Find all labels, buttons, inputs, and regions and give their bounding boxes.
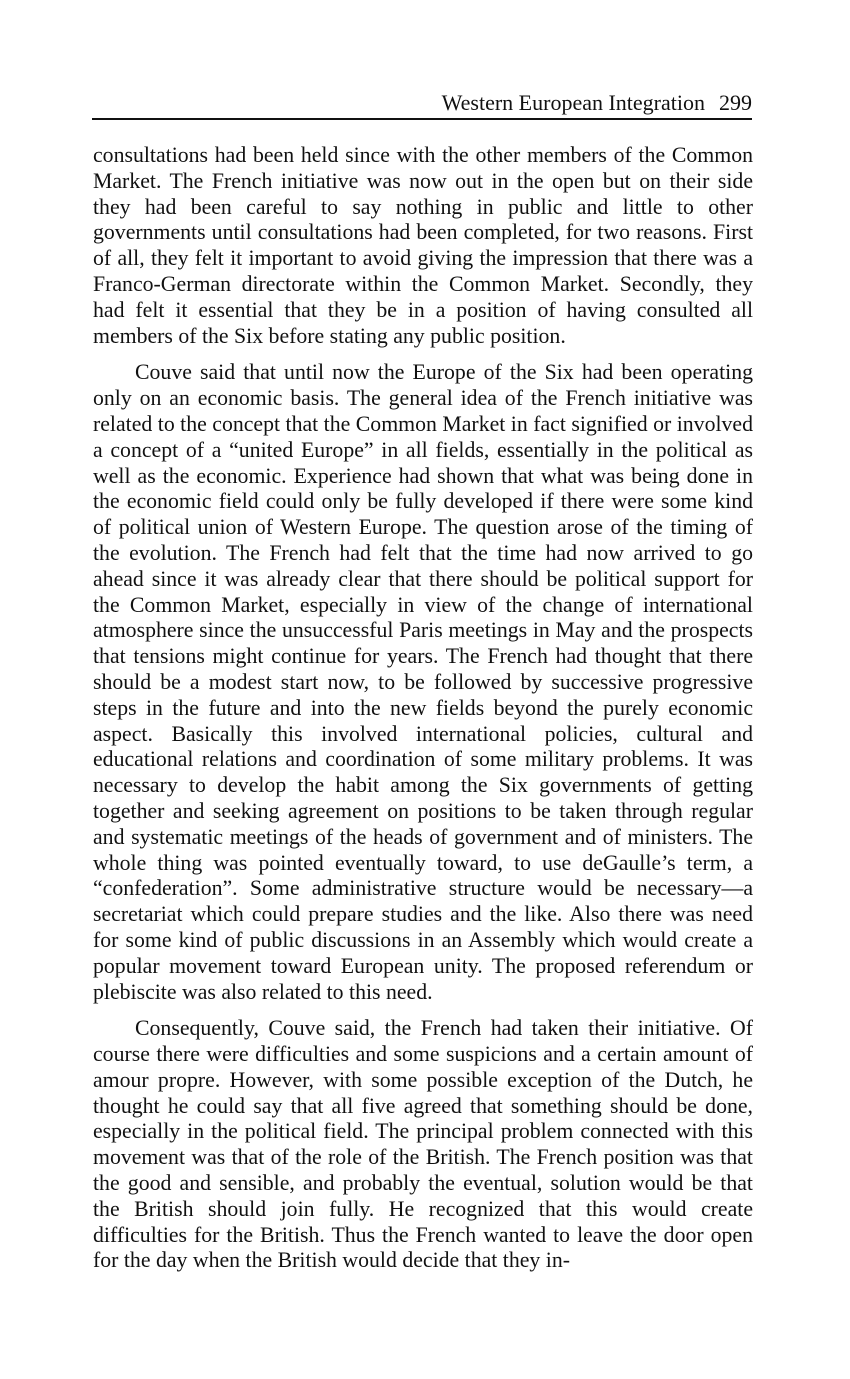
running-header	[92, 88, 752, 120]
body-text	[93, 143, 753, 1285]
running-title: Western European Integration	[441, 90, 705, 115]
page-number: 299	[719, 90, 752, 115]
paragraph-1: consultations had been held since with the other members of the Common Market. The French initiative was now out in the open but on their side they had been careful to say nothing in public and little to other governments until consultations had been completed, for two reasons. First of all, they felt it important to avoid giving the impression that there was a Franco-German directorate within the Common Market. Secondly, they had felt it essential that they be in a position of having consulted all members of the Six before stating any public position.	[93, 143, 753, 348]
paragraph-2: Couve said that until now the Europe of the Six had been operating only on an economic basis. The general idea of the French initiative was related to the concept that the Common Market in fact signified or involved a concept of a “united Europe” in all fields, essentially in the political as well as the economic. Experience had shown that what was being done in the economic field could only be fully developed if there were some kind of political union of Western Europe. The question arose of the timing of the evolution. The French had felt that the time had now arrived to go ahead since it was already clear that there should be political support for the Common Market, especially in view of the change of international atmosphere since the unsuccessful Paris meetings in May and the prospects that tensions might continue for years. The French had thought that there should be a modest start now, to be followed by successive progressive steps in the future and into the new fields beyond the purely economic aspect. Basically this involved international policies, cultural and educational relations and coordination of some military problems. It was necessary to develop the habit among the Six governments of getting together and seeking agreement on positions to be taken through regular and systematic meetings of the heads of government and of ministers. The whole thing was pointed eventually toward, to use deGaulle’s term, a “confederation”. Some administrative structure would be necessary—a secretariat which could prepare studies and the like. Also there was need for some kind of public discussions in an Assembly which would create a popular movement toward European unity. The proposed referendum or plebiscite was also related to this need.	[93, 360, 753, 1004]
paragraph-3: Consequently, Couve said, the French had taken their initiative. Of course there were difficulties and some suspicions and a certain amount of amour propre. However, with some possible exception of the Dutch, he thought he could say that all five agreed that something should be done, especially in the political field. The principal problem connected with this movement was that of the role of the British. The French position was that the good and sensible, and probably the eventual, solution would be that the British should join fully. He recognized that this would create difficulties for the British. Thus the French wanted to leave the door open for the day when the British would decide that they in-	[93, 1016, 753, 1273]
header-text	[442, 90, 752, 116]
